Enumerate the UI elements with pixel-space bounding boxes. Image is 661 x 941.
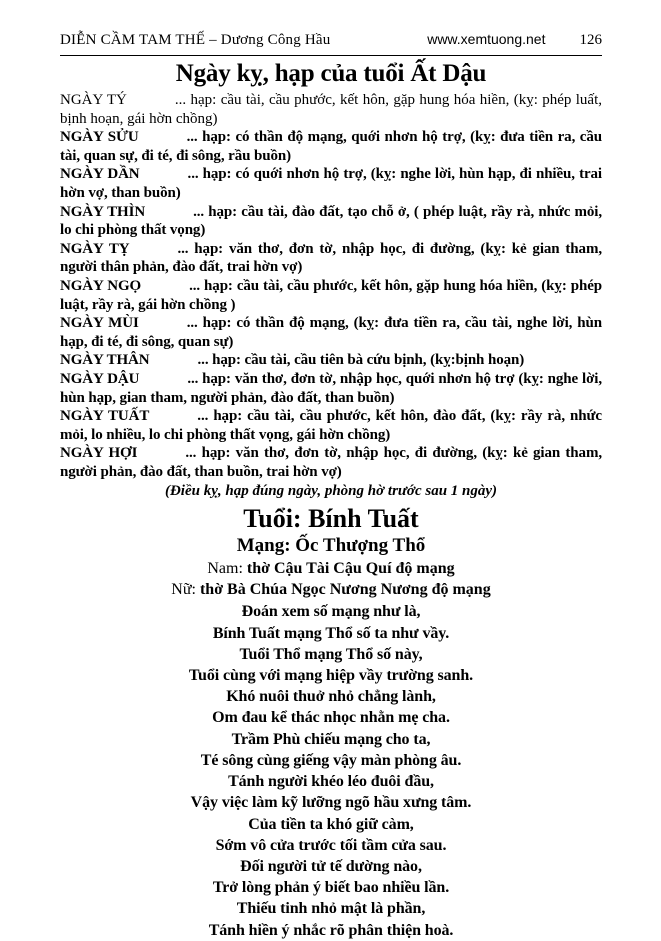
- destiny-subtitle: Mạng: Ốc Thượng Thổ: [236, 535, 426, 557]
- nu-text: thờ Bà Chúa Ngọc Nương Nương độ mạng: [199, 580, 491, 598]
- poem-line: Đối người tử tế dường nào,: [240, 857, 422, 875]
- entry-text: ... hạp: cầu tài, đào đất, tạo chỗ ở, ( phép luật, rầy rà, nhức mỏi, lo chi phòng thất vọng): [60, 203, 603, 239]
- entry-label: NGÀY DẦN: [60, 166, 140, 183]
- poem-line: Đoán xem số mạng như là,: [241, 603, 421, 621]
- entry-label: NGÀY MÙI: [60, 315, 139, 332]
- entry-label: NGÀY HỢI: [60, 445, 138, 462]
- entry-label: NGÀY NGỌ: [60, 277, 142, 294]
- entry-ngay-hoi: [60, 444, 602, 481]
- fortune-poem: [60, 601, 602, 940]
- nam-label: Nam:: [207, 560, 243, 578]
- entry-ngay-suu: [60, 128, 602, 165]
- entry-ngay-tuat: [60, 407, 602, 444]
- header-rule: [60, 55, 602, 56]
- poem-line: Của tiền ta khó giữ càm,: [248, 815, 414, 833]
- header-right: [427, 30, 602, 49]
- entry-ngay-thin: [60, 203, 602, 240]
- page-header: [60, 30, 602, 49]
- nu-worship-line: [60, 580, 602, 601]
- poem-line: Tánh người khéo léo đuôi đầu,: [228, 773, 434, 791]
- page-number: 126: [579, 32, 602, 48]
- entry-ngay-than: [60, 351, 602, 370]
- poem-line: Thiếu tinh nhỏ mật là phần,: [236, 900, 426, 918]
- entry-label: NGÀY THÌN: [60, 203, 146, 220]
- poem-line: Vậy việc làm kỹ lưỡng ngõ hầu xưng tâm.: [190, 794, 472, 812]
- entry-ngay-ngo: [60, 277, 602, 314]
- entry-label: NGÀY TỴ: [60, 240, 130, 257]
- poem-line: Tánh hiền ý nhắc rõ phân thiện hoà.: [208, 921, 454, 939]
- section-title-ky-hap: Ngày kỵ, hạp của tuổi Ất Dậu: [175, 60, 487, 87]
- poem-line: Om đau kể thác nhọc nhằn mẹ cha.: [212, 709, 450, 727]
- entry-label: NGÀY THÂN: [60, 352, 150, 369]
- poem-line: Sớm vô cửa trước tối tầm cửa sau.: [215, 836, 447, 854]
- entry-ngay-ti: [60, 240, 602, 277]
- entry-text: ... hạp: có quới nhơn hộ trợ, (kỵ: nghe lời, hùn hạp, đi nhiều, trai hờn vợ, than buồn): [60, 166, 602, 201]
- entry-ngay-dau: [60, 370, 602, 407]
- book-title: DIỄN CẦM TAM THẾ – Dương Công Hầu: [60, 32, 331, 48]
- entry-text: ... hạp: có thần độ mạng, (kỵ: đưa tiền ra, cầu tài, nghe lời, hùn hạp, đi té, đi sông, quan sự): [60, 315, 602, 350]
- day-entries: [60, 91, 602, 481]
- entry-text: ... hạp: văn thơ, đơn tờ, nhập học, đi đường, (kỵ: kẻ gian tham, người phản, đào đất, than buồn, trai hờn vợ): [60, 445, 602, 480]
- poem-line: Trở lòng phản ý biết bao nhiều lần.: [212, 879, 450, 897]
- poem-line: Bính Tuất mạng Thổ số ta như vầy.: [212, 624, 450, 642]
- entry-ngay-ty: [60, 91, 602, 128]
- entry-ngay-mui: [60, 314, 602, 351]
- entry-text: ... hạp: có thần độ mạng, quới nhơn hộ trợ, (kỵ: đưa tiền ra, cầu tài, quan sự, đi té, đi sông, rầu buồn): [60, 129, 602, 164]
- poem-line: Trầm Phù chiếu mạng cho ta,: [231, 730, 431, 748]
- entry-label: NGÀY DẬU: [60, 370, 140, 387]
- poem-line: Té sông cùng giếng vậy màn phòng âu.: [200, 751, 462, 769]
- entry-label: NGÀY TUẤT: [60, 408, 150, 425]
- entry-text: ... hạp: cầu tài, cầu tiên bà cứu bịnh, (kỵ:bịnh hoạn): [197, 352, 525, 369]
- entry-text: ... hạp: cầu tài, cầu phước, kết hôn, gặp hung hóa hiền, (kỵ: phép luất, bịnh hoạn, gái hờn chồng): [60, 92, 602, 127]
- entry-label: NGÀY TÝ: [60, 92, 127, 108]
- nam-worship-line: [60, 559, 602, 580]
- poem-line: Khó nuôi thuở nhỏ chẳng lành,: [226, 688, 436, 706]
- website-url: www.xemtuong.net: [427, 31, 546, 47]
- entry-text: ... hạp: văn thơ, đơn tờ, nhập học, đi đường, (kỵ: kẻ gian tham, người thân phản, đào đất, trai hờn vợ): [60, 240, 602, 276]
- entry-label: NGÀY SỬU: [60, 129, 139, 146]
- poem-line: Tuổi Thổ mạng Thổ số này,: [239, 645, 423, 663]
- entry-text: ... hạp: văn thơ, đơn tờ, nhập học, quới nhơn hộ trợ (kỵ: nghe lời, hùn hạp, gian tham, người phản, đào đất, than buồn): [60, 370, 602, 406]
- poem-line: Tuổi cùng với mạng hiệp vầy trường sanh.: [188, 667, 474, 685]
- nu-label: Nữ:: [171, 580, 196, 598]
- entry-text: ... hạp: cầu tài, cầu phước, kết hôn, đào đất, (kỵ: rầy rà, nhức mỏi, lo nhiều, lo chi phòng thất vọng, gái hờn chồng): [60, 408, 602, 443]
- nam-text: thờ Cậu Tài Cậu Quí độ mạng: [246, 560, 455, 578]
- entry-text: ... hạp: cầu tài, cầu phước, kết hôn, gặp hung hóa hiền, (kỵ: phép luật, rầy rà, gái hờn chồng ): [60, 277, 603, 313]
- entry-ngay-dan: [60, 165, 602, 202]
- age-title: Tuổi: Bính Tuất: [243, 504, 419, 534]
- timing-note: (Điều kỵ, hạp đúng ngày, phòng hờ trước sau 1 ngày): [164, 483, 498, 500]
